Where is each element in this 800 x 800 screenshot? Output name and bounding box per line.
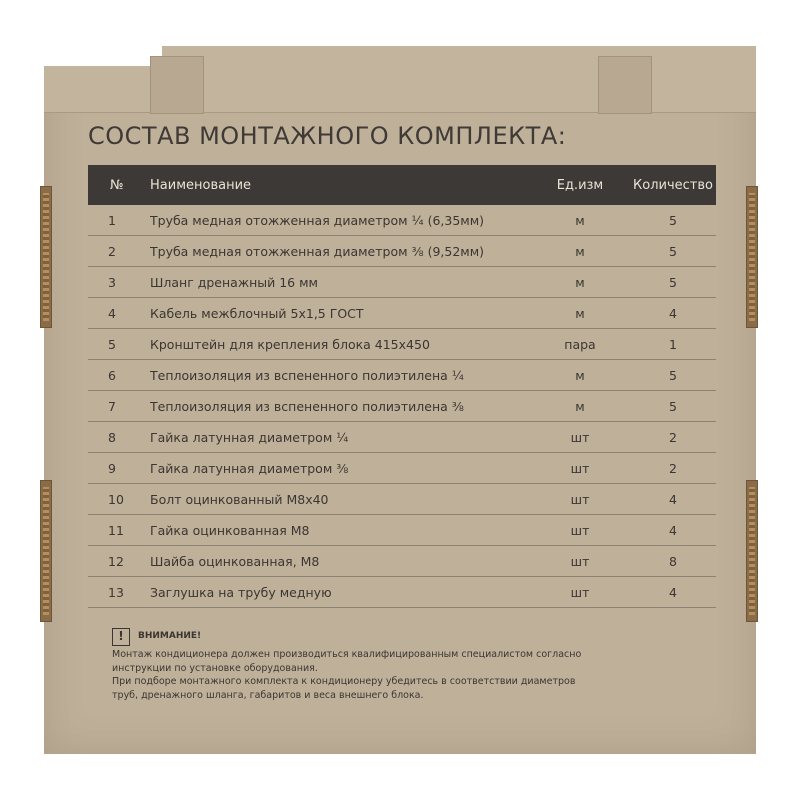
side-slot-right-top bbox=[746, 186, 758, 328]
exclamation-icon: ! bbox=[112, 628, 130, 646]
row-unit: шт bbox=[570, 460, 590, 476]
row-number: 5 bbox=[108, 336, 116, 352]
row-name: Гайка латунная диаметром ¼ bbox=[150, 429, 349, 445]
row-quantity: 2 bbox=[669, 460, 677, 476]
row-unit: м bbox=[575, 398, 585, 414]
row-quantity: 5 bbox=[669, 212, 677, 228]
header-name: Наименование bbox=[150, 177, 252, 193]
page-title: СОСТАВ МОНТАЖНОГО КОМПЛЕКТА: bbox=[88, 122, 567, 150]
row-name: Шайба оцинкованная, М8 bbox=[150, 553, 320, 569]
table-row bbox=[88, 484, 716, 515]
side-slot-left-top bbox=[40, 186, 52, 328]
row-unit: м bbox=[575, 305, 585, 321]
warning-line: труб, дренажного шланга, габаритов и веса внешнего блока. bbox=[112, 689, 424, 701]
row-number: 8 bbox=[108, 429, 116, 445]
row-number: 11 bbox=[108, 522, 124, 538]
row-quantity: 4 bbox=[669, 522, 677, 538]
row-quantity: 4 bbox=[669, 305, 677, 321]
table-body bbox=[88, 205, 716, 608]
table-row bbox=[88, 453, 716, 484]
warning-line: инструкции по установке оборудования. bbox=[112, 662, 318, 674]
row-name: Кабель межблочный 5х1,5 ГОСТ bbox=[150, 305, 364, 321]
row-name: Труба медная отожженная диаметром ⅜ (9,52мм) bbox=[150, 243, 485, 259]
row-name: Шланг дренажный 16 мм bbox=[150, 274, 318, 290]
row-unit: шт bbox=[570, 429, 590, 445]
table-row bbox=[88, 329, 716, 360]
row-quantity: 5 bbox=[669, 274, 677, 290]
warning-line: При подборе монтажного комплекта к кондиционеру убедитесь в соответствии диаметров bbox=[112, 676, 576, 687]
row-quantity: 4 bbox=[669, 584, 677, 600]
box-tab-right bbox=[598, 56, 652, 114]
row-quantity: 1 bbox=[669, 336, 677, 352]
row-unit: шт bbox=[570, 491, 590, 507]
row-number: 10 bbox=[108, 491, 124, 507]
row-name: Заглушка на трубу медную bbox=[150, 584, 332, 600]
row-number: 12 bbox=[108, 553, 124, 569]
table-row bbox=[88, 267, 716, 298]
table-row bbox=[88, 205, 716, 236]
warning-header bbox=[112, 628, 712, 646]
row-quantity: 2 bbox=[669, 429, 677, 445]
row-unit: м bbox=[575, 212, 585, 228]
row-name: Теплоизоляция из вспененного полиэтилена ⅜ bbox=[150, 398, 464, 414]
row-unit: шт bbox=[570, 553, 590, 569]
warning-title: ВНИМАНИЕ! bbox=[138, 631, 202, 642]
row-number: 2 bbox=[108, 243, 116, 259]
box-tab-left bbox=[150, 56, 204, 114]
table-row bbox=[88, 422, 716, 453]
header-qty: Количество bbox=[633, 177, 713, 193]
table-row bbox=[88, 546, 716, 577]
row-unit: пара bbox=[564, 336, 596, 352]
row-number: 9 bbox=[108, 460, 116, 476]
row-quantity: 5 bbox=[669, 398, 677, 414]
header-num: № bbox=[110, 177, 124, 193]
row-number: 6 bbox=[108, 367, 116, 383]
warning-line: Монтаж кондиционера должен производиться квалифицированным специалистом согласно bbox=[112, 649, 582, 660]
kit-table bbox=[88, 165, 716, 608]
table-row bbox=[88, 236, 716, 267]
row-unit: м bbox=[575, 367, 585, 383]
box-notch bbox=[44, 46, 162, 66]
row-name: Болт оцинкованный М8х40 bbox=[150, 491, 329, 507]
row-name: Гайка латунная диаметром ⅜ bbox=[150, 460, 349, 476]
row-quantity: 8 bbox=[669, 553, 677, 569]
table-row bbox=[88, 298, 716, 329]
table-row bbox=[88, 360, 716, 391]
warning-block bbox=[112, 628, 712, 702]
row-unit: м bbox=[575, 243, 585, 259]
row-unit: м bbox=[575, 274, 585, 290]
side-slot-right-bottom bbox=[746, 480, 758, 622]
row-unit: шт bbox=[570, 584, 590, 600]
row-quantity: 5 bbox=[669, 367, 677, 383]
table-header bbox=[88, 165, 716, 205]
header-unit: Ед.изм bbox=[556, 177, 604, 193]
row-unit: шт bbox=[570, 522, 590, 538]
row-name: Теплоизоляция из вспененного полиэтилена ¼ bbox=[150, 367, 464, 383]
table-row bbox=[88, 515, 716, 546]
table-row bbox=[88, 577, 716, 608]
row-quantity: 5 bbox=[669, 243, 677, 259]
row-number: 4 bbox=[108, 305, 116, 321]
row-name: Кронштейн для крепления блока 415х450 bbox=[150, 336, 430, 352]
side-slot-left-bottom bbox=[40, 480, 52, 622]
row-quantity: 4 bbox=[669, 491, 677, 507]
row-number: 1 bbox=[108, 212, 116, 228]
row-name: Гайка оцинкованная М8 bbox=[150, 522, 310, 538]
row-name: Труба медная отожженная диаметром ¼ (6,35мм) bbox=[150, 212, 485, 228]
row-number: 7 bbox=[108, 398, 116, 414]
row-number: 13 bbox=[108, 584, 124, 600]
table-row bbox=[88, 391, 716, 422]
row-number: 3 bbox=[108, 274, 116, 290]
